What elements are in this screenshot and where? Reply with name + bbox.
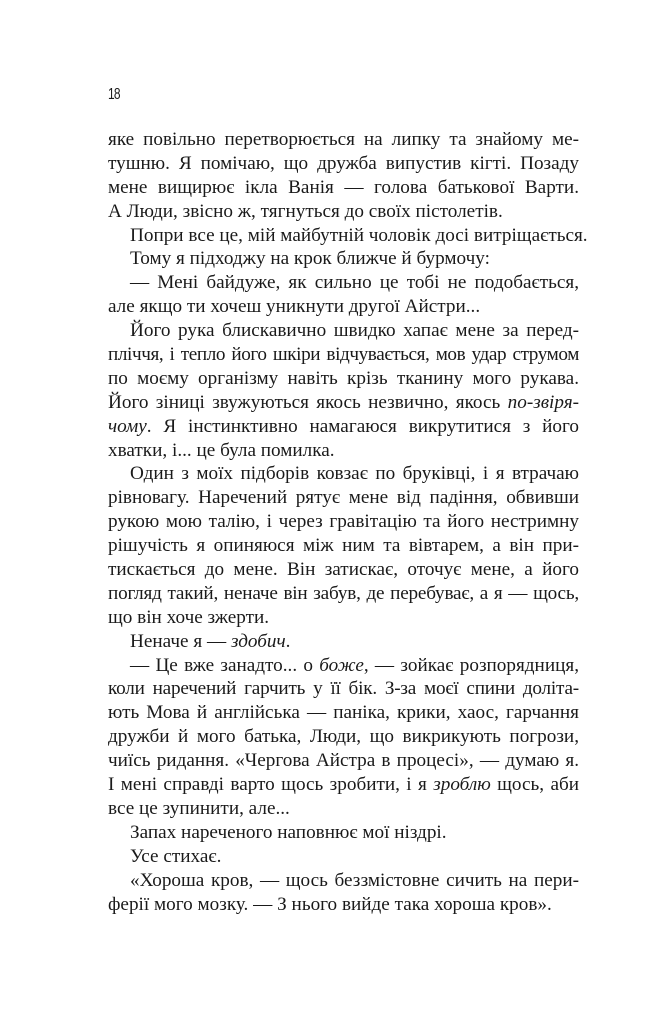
text-line: тушню. Я помічаю, що дружба випустив кігті. Позаду xyxy=(108,152,579,174)
text-line: ферії мого мозку. — З нього вийде така хороша кров». xyxy=(108,893,552,915)
text-line: — Це вже занадто... о боже, — зойкає розпорядниця, xyxy=(130,654,579,676)
text-line: чиїсь ридання. «Чергова Айстра в процесі», — думаю я. xyxy=(108,750,579,772)
text-line: тискається до мене. Він затискає, оточує мене, а його xyxy=(108,559,579,581)
text-line: ють Мова й англійська — паніка, крики, хаос, гарчання xyxy=(108,702,579,724)
text-line: Один з моїх підборів ковзає по бруківці, і я втрачаю xyxy=(130,463,579,485)
text-line: рішучість я опиняюся між ним та вівтарем, а він при- xyxy=(108,535,579,557)
text-line: рукою мою талію, і через гравітацію та його нестримну xyxy=(108,511,579,533)
text-line: І мені справді варто щось зробити, і я зроблю щось, аби xyxy=(108,774,579,796)
text-line: рівновагу. Наречений рятує мене від падіння, обвивши xyxy=(108,487,579,509)
text-line: коли наречений гарчить у її бік. З-за моєї спини доліта- xyxy=(108,678,579,700)
italic-text: чому xyxy=(108,415,147,437)
italic-text: боже xyxy=(319,654,364,676)
italic-text: по-звіря- xyxy=(507,391,579,413)
text-line: дружби й мого батька, Люди, що викрикують погрози, xyxy=(108,726,579,748)
text-line: А Люди, звісно ж, тягнуться до своїх пістолетів. xyxy=(108,200,503,222)
text-line: Тому я підходжу на крок ближче й бурмочу: xyxy=(130,248,490,270)
text-line: все це зупинити, але... xyxy=(108,797,290,819)
text-line: мене вищирює ікла Ванія — голова батькової Варти. xyxy=(108,176,579,198)
text-line: але якщо ти хочеш уникнути другої Айстри... xyxy=(108,296,481,318)
text-line: яке повільно перетворюється на липку та знайому ме- xyxy=(108,129,579,150)
text-line: погляд такий, неначе він забув, де перебуває, а я — щось, xyxy=(108,582,579,604)
text-line: Неначе я — здобич. xyxy=(130,630,291,652)
italic-text: зроблю xyxy=(433,774,491,796)
text-line: — Мені байдуже, як сильно це тобі не подобається, xyxy=(130,272,579,294)
text-line: хватки, і... це була помилка. xyxy=(108,439,335,461)
italic-text: здобич xyxy=(230,630,286,652)
body-text xyxy=(108,128,588,916)
text-line: по моєму організму навіть крізь тканину мого рукава. xyxy=(108,367,579,389)
text-line: Його зіниці звужуються якось незвично, якось по-звіря- xyxy=(108,391,579,413)
text-line: «Хороша кров, — щось беззмістовне сичить на пери- xyxy=(130,869,579,891)
text-line: чому. Я інстинктивно намагаюся викрутитися з його xyxy=(108,415,579,437)
text-line: Його рука блискавично швидко хапає мене за перед- xyxy=(130,320,579,342)
text-line: Усе стихає. xyxy=(130,845,222,867)
text-line: що він хоче зжерти. xyxy=(108,606,270,628)
text-line: пліччя, і тепло його шкіри відчувається, мов удар струмом xyxy=(108,344,579,366)
text-line: Запах нареченого наповнює мої ніздрі. xyxy=(130,821,447,843)
text-line: Попри все це, мій майбутній чоловік досі витріщається. xyxy=(130,224,588,246)
page-number: 18 xyxy=(108,86,120,103)
